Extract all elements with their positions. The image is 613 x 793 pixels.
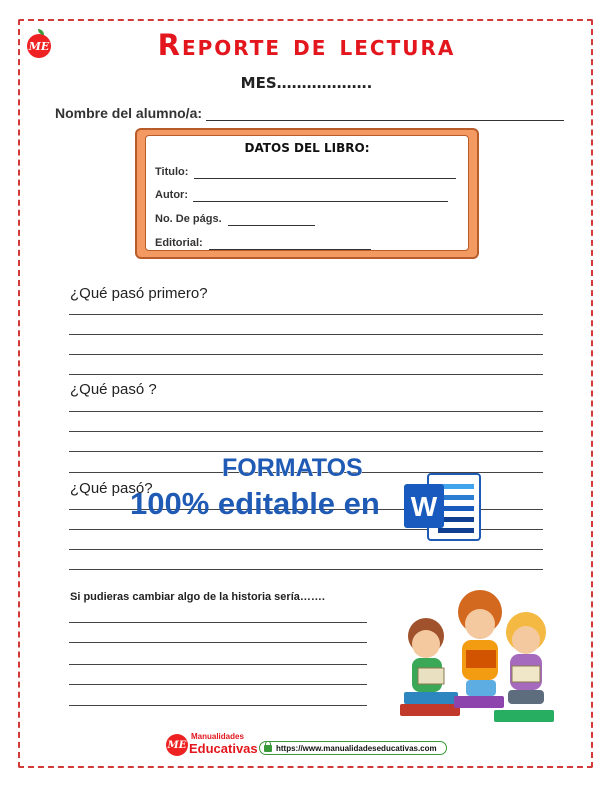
footer-brand-line1: Manualidades xyxy=(191,732,244,741)
footer-brand-logo xyxy=(166,731,262,757)
book-pages-line[interactable] xyxy=(228,225,315,226)
answer-line[interactable] xyxy=(69,314,543,315)
answer-line[interactable] xyxy=(69,705,367,706)
page-title: Reporte de lectura xyxy=(157,28,456,62)
footer-apple-icon: ME xyxy=(166,734,188,756)
book-title-line[interactable] xyxy=(194,178,456,179)
question-last: ¿Qué pasó? xyxy=(70,480,153,497)
footer-url-link[interactable] xyxy=(259,741,447,755)
watermark-editable: 100% editable en xyxy=(130,486,380,521)
footer-brand-line2: Educativas xyxy=(189,741,258,756)
answer-line[interactable] xyxy=(69,622,367,623)
svg-text:W: W xyxy=(410,491,438,522)
book-data-heading: DATOS DEL LIBRO: xyxy=(244,141,370,155)
book-data-box xyxy=(135,128,479,259)
word-icon xyxy=(404,470,482,544)
book-pages-label: No. De págs. xyxy=(155,213,222,225)
answer-line[interactable] xyxy=(69,334,543,335)
book-publisher-line[interactable] xyxy=(209,249,371,250)
answer-line[interactable] xyxy=(69,549,543,550)
answer-line[interactable] xyxy=(69,411,543,412)
answer-line[interactable] xyxy=(69,569,543,570)
footer-url-text: https://www.manualidadeseducativas.com xyxy=(276,743,437,753)
logo-apple-icon: ME xyxy=(27,34,51,58)
question-then: ¿Qué pasó ? xyxy=(70,381,157,398)
student-name-label: Nombre del alumno/a: xyxy=(55,105,203,121)
question-first: ¿Qué pasó primero? xyxy=(70,285,208,302)
answer-line[interactable] xyxy=(69,374,543,375)
book-data-inner xyxy=(145,135,469,251)
answer-line[interactable] xyxy=(69,451,543,452)
children-reading-illustration xyxy=(394,586,564,731)
change-story-prompt: Si pudieras cambiar algo de la historia sería……. xyxy=(70,591,325,603)
answer-line[interactable] xyxy=(69,664,367,665)
answer-line[interactable] xyxy=(69,431,543,432)
book-title-label: Titulo: xyxy=(155,166,189,178)
book-author-line[interactable] xyxy=(193,201,448,202)
answer-line[interactable] xyxy=(69,642,367,643)
lock-icon xyxy=(264,745,272,752)
student-name-line[interactable] xyxy=(206,120,564,121)
watermark-formatos: FORMATOS xyxy=(222,454,363,482)
month-label: MES………………. xyxy=(240,74,373,92)
book-author-label: Autor: xyxy=(155,189,188,201)
book-publisher-label: Editorial: xyxy=(155,237,203,249)
answer-line[interactable] xyxy=(69,684,367,685)
answer-line[interactable] xyxy=(69,354,543,355)
